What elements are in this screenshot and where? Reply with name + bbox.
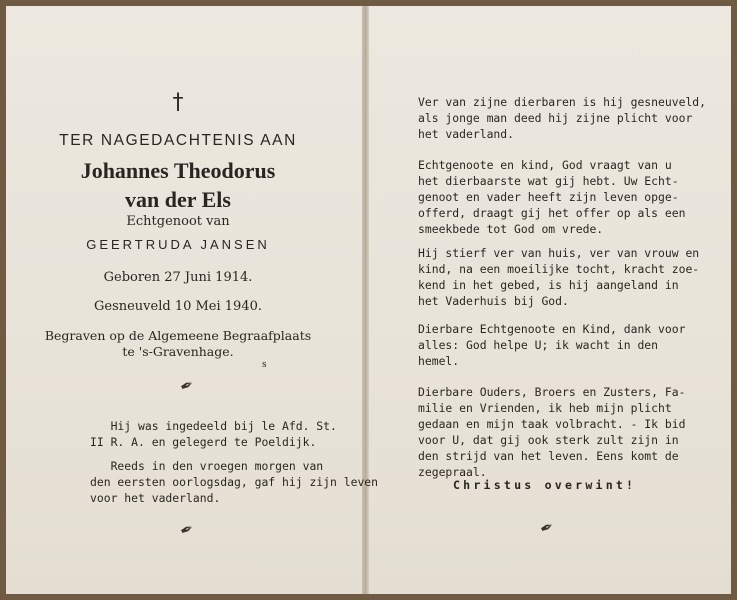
burial-line2: te 's-Gravenhage. [122, 344, 234, 359]
right-paragraph-4: Dierbare Echtgenoote en Kind, dank voor alles: God helpe U; ik wacht in den hemel. [418, 322, 686, 368]
deceased-name-line1: Johannes Theodorus [80, 158, 276, 183]
cross-icon: † [172, 90, 184, 115]
right-paragraph-5: Dierbare Ouders, Broers en Zusters, Fa- milie en Vrienden, ik heb mijn plicht gedaan en mijn taak volbracht. - Ik bid voor U, dat gij ook sterk zult zijn in den strijd van het leven. Eens komt de zegepraal. [418, 385, 686, 479]
spouse-name: GEERTRUDA JANSEN [86, 237, 270, 252]
right-paragraph-3: Hij stierf ver van huis, ver van vrouw en kind, na een moeilijke tocht, kracht zoe- kend in het gebed, is hij aangeland in het Vaderhuis bij God. [418, 246, 700, 308]
service-paragraph: Hij was ingedeeld bij le Afd. St. II R. A. en gelegerd te Poeldijk. [90, 419, 337, 449]
memory-heading: TER NAGEDACHTENIS AAN [59, 132, 297, 149]
death-date: Gesneuveld 10 Mei 1940. [93, 299, 263, 314]
spouse-label: Echtgenoot van [126, 214, 230, 229]
death-paragraph: Reeds in den vroegen morgen van den eersten oorlogsdag, gaf hij zijn leven voor het vaderland. [90, 459, 379, 505]
burial-line1: Begraven op de Algemeene Begraafplaats [44, 328, 312, 343]
deceased-name-line2: van der Els [125, 187, 231, 212]
closing-line: Christus overwint! [453, 478, 637, 492]
right-paragraph-1: Ver van zijne dierbaren is hij gesneuveld, als jonge man deed hij zijne plicht voor het vaderland. [418, 95, 707, 141]
divider-icon: ✒ [176, 374, 197, 397]
divider-icon: ✒ [176, 518, 197, 541]
small-mark: s [262, 360, 267, 370]
right-paragraph-2: Echtgenoote en kind, God vraagt van u het dierbaarste wat gij hebt. Uw Echt- genoot en vader heeft zijn leven opge- offerd, draagt gij het offer op als een smeekbede tot God om vrede. [418, 158, 686, 236]
birth-date: Geboren 27 Juni 1914. [103, 270, 253, 285]
divider-icon: ✒ [536, 516, 557, 539]
